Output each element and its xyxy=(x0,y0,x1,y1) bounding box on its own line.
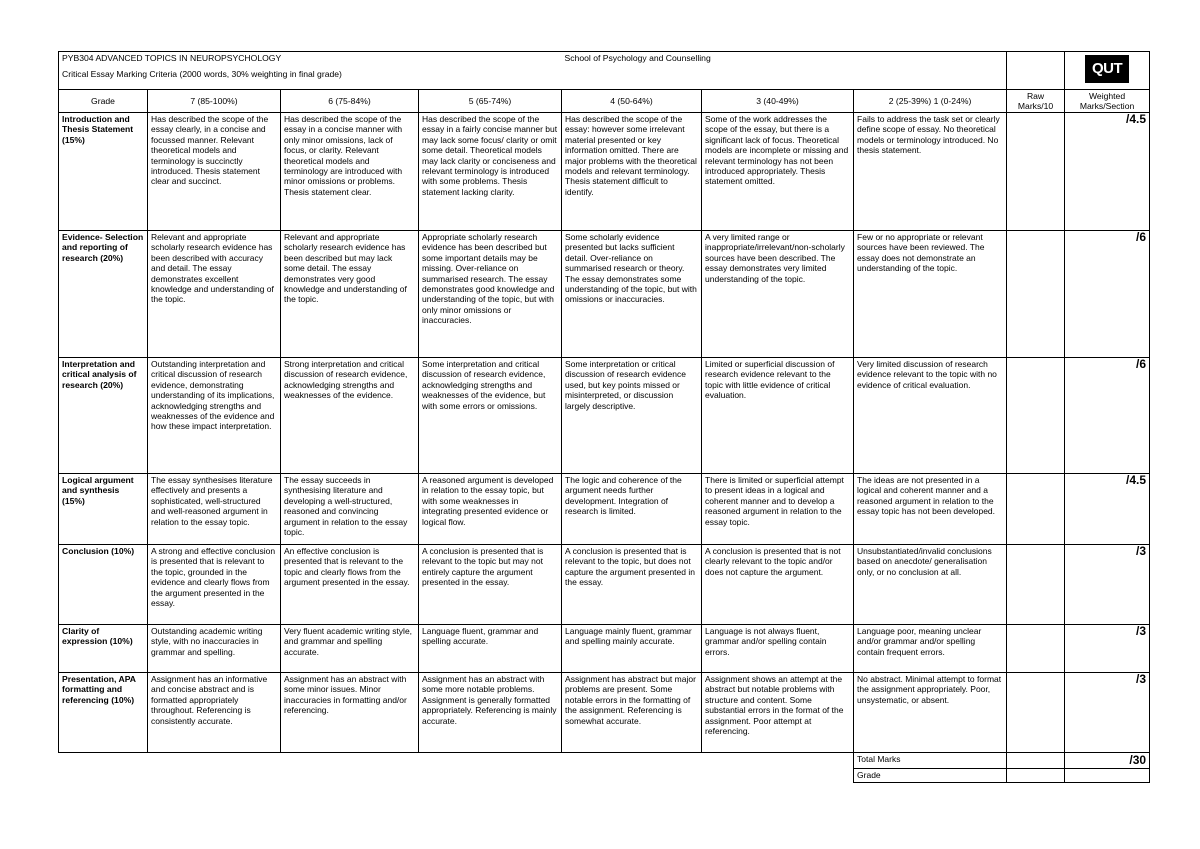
criterion-row-presentation xyxy=(59,673,1150,753)
raw-marks-cell[interactable] xyxy=(1007,231,1065,358)
descriptor-grade-2-1: Very limited discussion of research evidence relevant to the topic with no evidence of critical evaluation. xyxy=(854,358,1007,474)
weighted-marks-cell: /4.5 xyxy=(1065,113,1150,231)
weighted-marks-cell: /3 xyxy=(1065,625,1150,673)
criterion-row-conclusion xyxy=(59,545,1150,625)
descriptor-grade-7: Outstanding academic writing style, with no inaccuracies in grammar and spelling. xyxy=(148,625,281,673)
descriptor-grade-5: Language fluent, grammar and spelling accurate. xyxy=(419,625,562,673)
criterion-label: Presentation, APA formatting and referencing (10%) xyxy=(59,673,148,753)
raw-marks-cell[interactable] xyxy=(1007,113,1065,231)
weighted-marks-cell: /6 xyxy=(1065,358,1150,474)
descriptor-grade-4: Has described the scope of the essay: however some irrelevant material presented or key information omitted. There are major problems with the theoretical models and relevant terminology. Thesis statement difficult to identify. xyxy=(562,113,702,231)
marking-rubric-table xyxy=(58,51,1150,783)
descriptor-grade-7: Relevant and appropriate scholarly research evidence has been described with accuracy and detail. The essay demonstrates excellent knowledge and understanding of the topic. xyxy=(148,231,281,358)
grade-row xyxy=(59,769,1150,783)
raw-marks-cell[interactable] xyxy=(1007,358,1065,474)
total-marks-label: Total Marks xyxy=(854,753,1007,769)
descriptor-grade-7: Has described the scope of the essay clearly, in a concise and focussed manner. Relevant theoretical models and terminology is succinctly introduced. Thesis statement clear and succinct. xyxy=(148,113,281,231)
descriptor-grade-3: Assignment shows an attempt at the abstract but notable problems with structure and content. Some substantial errors in the format of the assignment. Poor attempt at referencing. xyxy=(702,673,854,753)
descriptor-grade-2-1: Unsubstantiated/invalid conclusions based on anecdote/ generalisation only, or no conclusion at all. xyxy=(854,545,1007,625)
descriptor-grade-7: Outstanding interpretation and critical discussion of research evidence, demonstrating understanding of its implications, acknowledging strengths and weaknesses of the evidence and how these impact interpretation. xyxy=(148,358,281,474)
descriptor-grade-7: Assignment has an informative and concise abstract and is formatted appropriately throughout. Referencing is consistently accurate. xyxy=(148,673,281,753)
descriptor-grade-6: Very fluent academic writing style, and grammar and spelling accurate. xyxy=(281,625,419,673)
descriptor-grade-7: The essay synthesises literature effectively and presents a sophisticated, well-structured and well-reasoned argument in relation to the essay topic. xyxy=(148,474,281,545)
criterion-label: Interpretation and critical analysis of research (20%) xyxy=(59,358,148,474)
descriptor-grade-2-1: The ideas are not presented in a logical and coherent manner and a reasoned argument in relation to the essay topic has not been developed. xyxy=(854,474,1007,545)
weighted-marks-cell: /3 xyxy=(1065,545,1150,625)
descriptor-grade-4: Some interpretation or critical discussion of research evidence used, but key points missed or misinterpreted, or discussion largely descriptive. xyxy=(562,358,702,474)
column-header-row xyxy=(59,90,1150,113)
header-middle xyxy=(562,52,1007,90)
descriptor-grade-4: A conclusion is presented that is relevant to the topic, but does not capture the argument presented in the essay. xyxy=(562,545,702,625)
descriptor-grade-6: Assignment has an abstract with some minor issues. Minor inaccuracies in formatting and/or referencing. xyxy=(281,673,419,753)
descriptor-grade-5: A conclusion is presented that is relevant to the topic but may not entirely capture the argument presented in the essay. xyxy=(419,545,562,625)
criterion-label: Logical argument and synthesis (15%) xyxy=(59,474,148,545)
descriptor-grade-4: Some scholarly evidence presented but lacks sufficient detail. Over-reliance on summarised research or theory. The essay demonstrates some understanding of the topic, but with omissions or inaccuracies. xyxy=(562,231,702,358)
col-grade: Grade xyxy=(59,90,148,113)
descriptor-grade-3: Limited or superficial discussion of research evidence relevant to the topic with little evidence of critical evaluation. xyxy=(702,358,854,474)
criterion-label: Evidence- Selection and reporting of research (20%) xyxy=(59,231,148,358)
logo-cell xyxy=(1065,52,1150,90)
total-marks-value: /30 xyxy=(1065,753,1150,769)
col-grade-2-1: 2 (25-39%) 1 (0-24%) xyxy=(854,90,1007,113)
descriptor-grade-2-1: No abstract. Minimal attempt to format the assignment appropriately. Poor, unsystematic, or absent. xyxy=(854,673,1007,753)
raw-marks-cell[interactable] xyxy=(1007,474,1065,545)
descriptor-grade-5: Appropriate scholarly research evidence has been described but some important details may be missing. Over-reliance on summarised research. The essay demonstrates good knowledge and understanding of the topic, but with only minor omissions or inaccuracies. xyxy=(419,231,562,358)
descriptor-grade-6: An effective conclusion is presented that is relevant to the topic and clearly flows from the argument presented in the essay. xyxy=(281,545,419,625)
col-weighted-marks: Weighted Marks/Section xyxy=(1065,90,1150,113)
descriptor-grade-5: Some interpretation and critical discussion of research evidence, acknowledging strengths and weaknesses of the evidence, but with some errors or omissions. xyxy=(419,358,562,474)
col-grade-3: 3 (40-49%) xyxy=(702,90,854,113)
total-row-spacer xyxy=(59,753,854,769)
total-marks-row xyxy=(59,753,1150,769)
criterion-row-logical-argument xyxy=(59,474,1150,545)
descriptor-grade-3: A very limited range or inappropriate/irrelevant/non-scholarly sources have been described. The essay demonstrates very limited understanding of the topic. xyxy=(702,231,854,358)
descriptor-grade-2-1: Few or no appropriate or relevant sources have been reviewed. The essay does not demonstrate an understanding of the topic. xyxy=(854,231,1007,358)
marking-criteria-sheet xyxy=(58,51,1149,783)
descriptor-grade-4: Assignment has abstract but major problems are present. Some notable errors in the formatting of the assignment. Referencing is somewhat accurate. xyxy=(562,673,702,753)
descriptor-grade-5: Assignment has an abstract with some more notable problems. Assignment is generally formatted appropriately. Referencing is mainly accurate. xyxy=(419,673,562,753)
criteria-title: Critical Essay Marking Criteria (2000 words, 30% weighting in final grade) xyxy=(62,69,342,79)
descriptor-grade-6: Has described the scope of the essay in a concise manner with only minor omissions, lack of focus, or clarity. Relevant theoretical models and terminology are introduced with minor omissions or problems. Thesis statement clear. xyxy=(281,113,419,231)
criterion-row-clarity xyxy=(59,625,1150,673)
col-grade-5: 5 (65-74%) xyxy=(419,90,562,113)
criterion-row-evidence xyxy=(59,231,1150,358)
weighted-marks-cell: /3 xyxy=(1065,673,1150,753)
descriptor-grade-6: Relevant and appropriate scholarly research evidence has been described but may lack some detail. The essay demonstrates very good knowledge and understanding of the topic. xyxy=(281,231,419,358)
col-raw-marks: Raw Marks/10 xyxy=(1007,90,1065,113)
header-left xyxy=(59,52,562,90)
descriptor-grade-6: Strong interpretation and critical discussion of research evidence, acknowledging strengths and weaknesses of the evidence. xyxy=(281,358,419,474)
weighted-marks-cell: /6 xyxy=(1065,231,1150,358)
descriptor-grade-3: There is limited or superficial attempt to present ideas in a logical and coherent manner and to develop a reasoned argument in relation to the essay topic. xyxy=(702,474,854,545)
criterion-label: Clarity of expression (10%) xyxy=(59,625,148,673)
grade-raw-cell[interactable] xyxy=(1007,769,1065,783)
grade-row-spacer xyxy=(59,769,854,783)
descriptor-grade-5: Has described the scope of the essay in a fairly concise manner but may lack some focus/ clarity or omit some detail. Theoretical models may lack clarity or conciseness and relevant terminology is introduced with some problems. Thesis statement lacking clarity. xyxy=(419,113,562,231)
descriptor-grade-2-1: Language poor, meaning unclear and/or grammar and/or spelling contain frequent errors. xyxy=(854,625,1007,673)
header-blank xyxy=(1007,52,1065,90)
school-name: School of Psychology and Counselling xyxy=(564,53,711,63)
descriptor-grade-6: The essay succeeds in synthesising literature and developing a well-structured, reasoned and convincing argument in relation to the essay topic. xyxy=(281,474,419,545)
criterion-row-introduction xyxy=(59,113,1150,231)
descriptor-grade-5: A reasoned argument is developed in relation to the essay topic, but with some weaknesses in integrating presented evidence or logical flow. xyxy=(419,474,562,545)
weighted-marks-cell: /4.5 xyxy=(1065,474,1150,545)
grade-value-cell[interactable] xyxy=(1065,769,1150,783)
descriptor-grade-3: A conclusion is presented that is not clearly relevant to the topic and/or does not capture the argument. xyxy=(702,545,854,625)
raw-marks-cell[interactable] xyxy=(1007,545,1065,625)
course-title: PYB304 ADVANCED TOPICS IN NEUROPSYCHOLOGY xyxy=(62,53,282,63)
descriptor-grade-3: Some of the work addresses the scope of the essay, but there is a significant lack of focus. Theoretical models are incomplete or missing and relevant terminology has not been introduced appropriately. Thesis statement omitted. xyxy=(702,113,854,231)
grade-label: Grade xyxy=(854,769,1007,783)
criterion-row-interpretation xyxy=(59,358,1150,474)
criterion-label: Conclusion (10%) xyxy=(59,545,148,625)
col-grade-6: 6 (75-84%) xyxy=(281,90,419,113)
descriptor-grade-3: Language is not always fluent, grammar and/or spelling contain errors. xyxy=(702,625,854,673)
descriptor-grade-2-1: Fails to address the task set or clearly define scope of essay. No theoretical models or terminology introduced. No thesis statement. xyxy=(854,113,1007,231)
header-row xyxy=(59,52,1150,90)
raw-marks-cell[interactable] xyxy=(1007,673,1065,753)
total-raw-cell[interactable] xyxy=(1007,753,1065,769)
col-grade-4: 4 (50-64%) xyxy=(562,90,702,113)
qut-logo: QUT xyxy=(1085,55,1129,83)
raw-marks-cell[interactable] xyxy=(1007,625,1065,673)
criterion-label: Introduction and Thesis Statement (15%) xyxy=(59,113,148,231)
col-grade-7: 7 (85-100%) xyxy=(148,90,281,113)
descriptor-grade-4: The logic and coherence of the argument needs further development. Integration of research is limited. xyxy=(562,474,702,545)
descriptor-grade-4: Language mainly fluent, grammar and spelling mainly accurate. xyxy=(562,625,702,673)
descriptor-grade-7: A strong and effective conclusion is presented that is relevant to the topic, grounded in the evidence and clearly flows from the argument presented in the essay. xyxy=(148,545,281,625)
